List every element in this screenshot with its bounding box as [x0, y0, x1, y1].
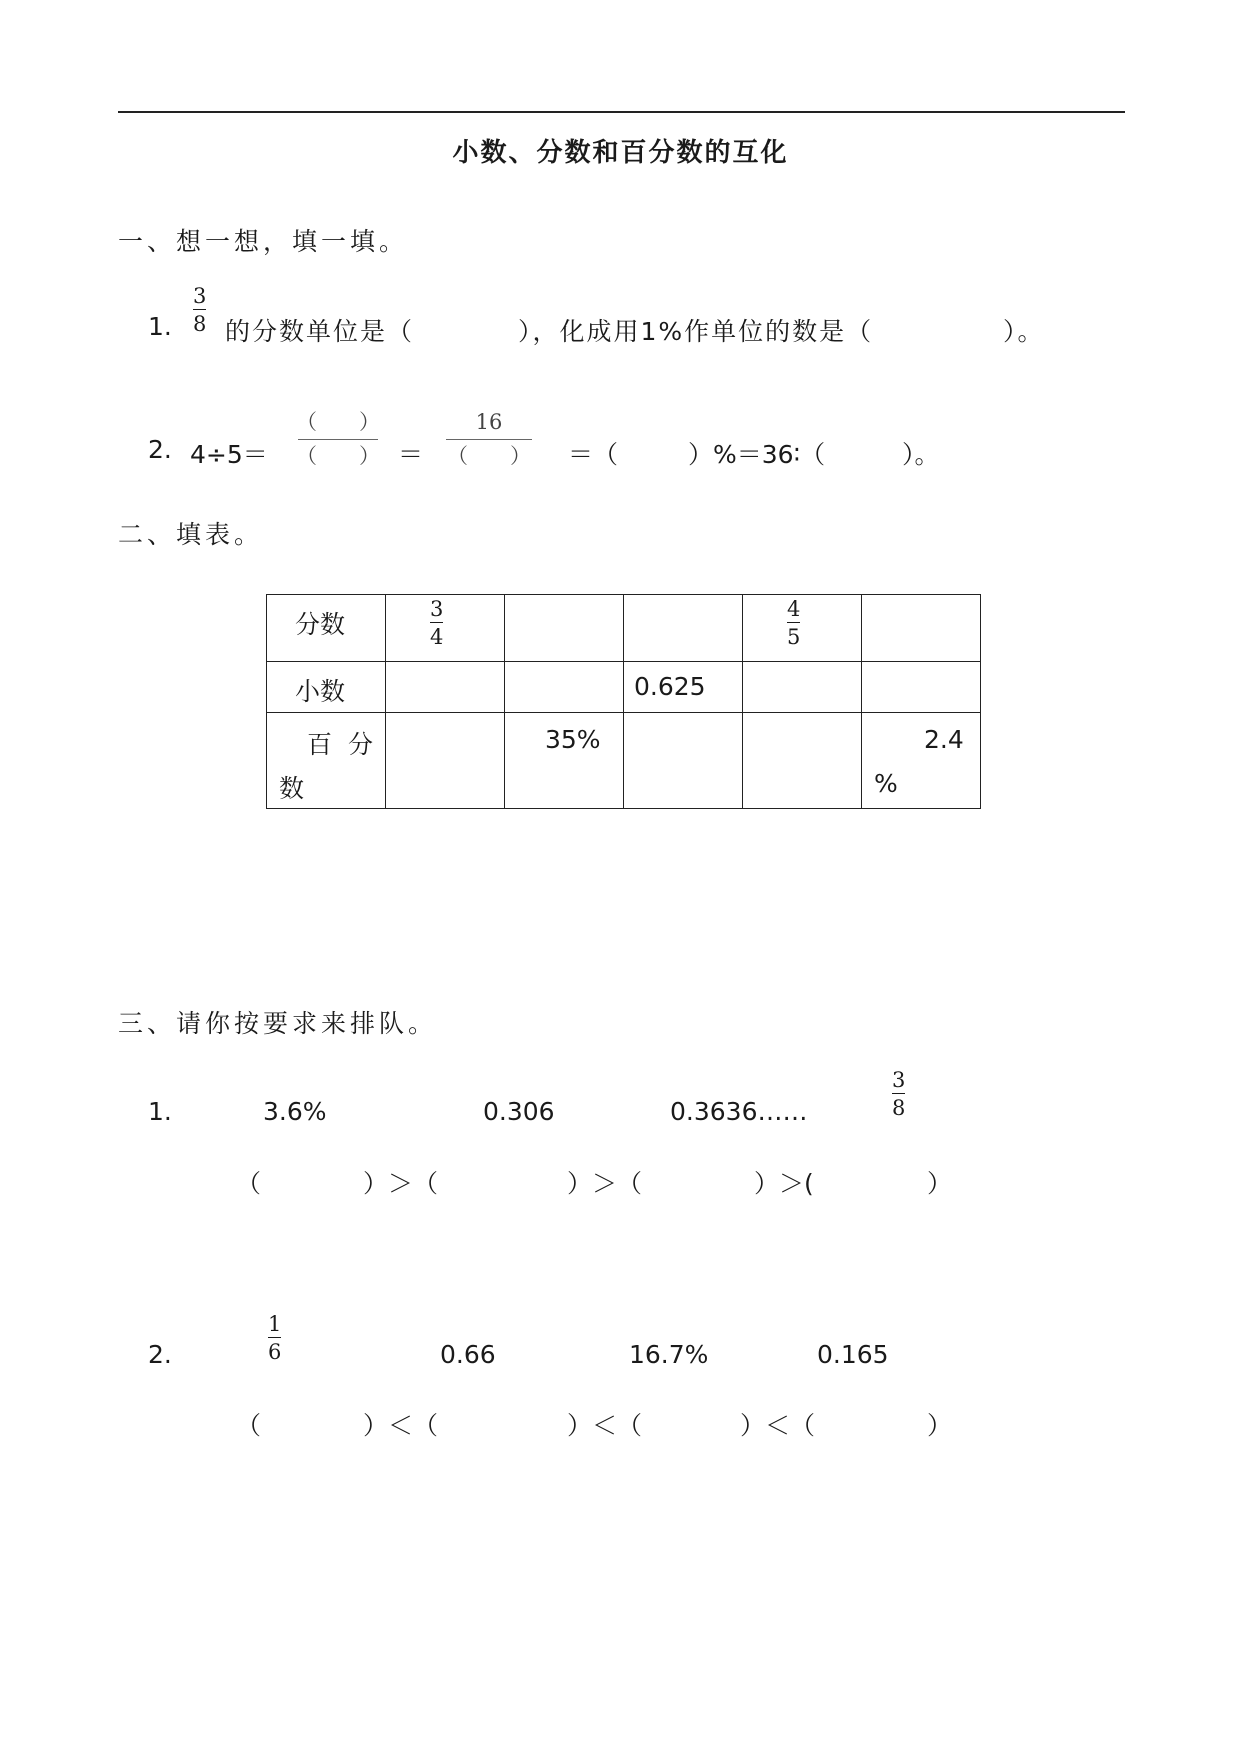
row-label-percent — [267, 713, 386, 809]
fraction-numerator: 3 — [892, 1068, 906, 1092]
table-cell[interactable] — [386, 662, 505, 713]
table-cell — [505, 713, 624, 809]
table-cell[interactable] — [505, 662, 624, 713]
fraction-numerator: 16 — [475, 410, 503, 434]
blank-denominator: （ ） — [296, 444, 380, 468]
order-paren: ）＜（ — [363, 1411, 439, 1440]
q1-text-a: 的分数单位是（ — [225, 317, 415, 346]
s3-q1-item: 0.3636…… — [670, 1097, 808, 1126]
s3-q2-number: 2. — [148, 1340, 172, 1369]
fraction-numerator: 1 — [268, 1312, 282, 1336]
q2-blank-fraction — [298, 412, 378, 467]
order-paren: （ — [236, 1169, 262, 1198]
q1-text-c: ）。 — [1003, 317, 1045, 346]
s3-q1-number: 1. — [148, 1097, 172, 1126]
q2-fraction-16 — [446, 412, 532, 467]
cell-value: 2.4 — [924, 725, 964, 754]
q2-tail-b: ）%＝36∶（ — [688, 440, 826, 469]
order-paren: ）＞（ — [567, 1169, 643, 1198]
table-cell[interactable] — [862, 595, 981, 662]
order-paren: ）＜（ — [740, 1411, 816, 1440]
s3-q2-item: 0.165 — [817, 1340, 889, 1369]
page-title: 小数、分数和百分数的互化 — [452, 138, 789, 168]
order-paren: ）＜（ — [567, 1411, 643, 1440]
cell-value: 0.625 — [634, 672, 706, 701]
table-cell[interactable] — [862, 662, 981, 713]
cell-value: 35% — [545, 725, 601, 754]
table-cell[interactable] — [624, 713, 743, 809]
s3-q2-fraction — [268, 1314, 281, 1363]
order-paren: （ — [236, 1411, 262, 1440]
section3-heading: 三、请你按要求来排队。 — [118, 1009, 438, 1038]
order-paren: ） — [927, 1411, 953, 1440]
fraction-numerator: 4 — [787, 597, 801, 621]
s3-q1-item: 0.306 — [483, 1097, 555, 1126]
fraction-bar — [298, 439, 378, 440]
cell-fraction — [430, 599, 443, 648]
table-cell — [743, 595, 862, 662]
row-label-text: 百 分 — [307, 730, 377, 759]
table-cell[interactable] — [505, 595, 624, 662]
conversion-table — [266, 594, 981, 809]
row-label-text: 分数 — [295, 610, 346, 639]
s3-q2-item: 16.7% — [629, 1340, 709, 1369]
blank-denominator: （ ） — [447, 444, 531, 468]
q2-tail-a: ＝（ — [568, 440, 619, 469]
order-paren: ）＞（ — [363, 1169, 439, 1198]
table-cell — [862, 713, 981, 809]
row-label-fraction — [267, 595, 386, 662]
q1-fraction-numerator: 3 — [193, 284, 207, 308]
fraction-bar — [446, 439, 532, 440]
s3-q2-item: 0.66 — [440, 1340, 496, 1369]
q2-tail-c: ）。 — [902, 440, 940, 469]
fraction-numerator: 3 — [430, 597, 444, 621]
row-label-text: 数 — [279, 774, 305, 803]
table-cell — [624, 662, 743, 713]
q1-fraction — [193, 286, 206, 335]
order-paren: ） — [927, 1169, 953, 1198]
fraction-denominator: 8 — [892, 1096, 906, 1120]
q1-text-b: ），化成用1%作单位的数是（ — [518, 317, 874, 346]
q1-number: 1. — [148, 312, 172, 341]
table-cell[interactable] — [743, 713, 862, 809]
section2-heading: 二、填表。 — [118, 520, 264, 549]
top-rule — [118, 111, 1125, 113]
table-cell[interactable] — [624, 595, 743, 662]
row-label-text: 小数 — [295, 677, 346, 706]
table-cell[interactable] — [386, 713, 505, 809]
fraction-denominator: 6 — [268, 1340, 282, 1364]
order-paren: ）＞( — [754, 1169, 814, 1198]
fraction-denominator: 5 — [787, 625, 801, 649]
section1-heading: 一、想一想，填一填。 — [118, 227, 409, 256]
table-cell — [386, 595, 505, 662]
s3-q1-item: 3.6% — [263, 1097, 327, 1126]
q2-lead: 4÷5＝ — [190, 440, 268, 469]
row-label-decimal — [267, 662, 386, 713]
q2-equals: ＝ — [398, 440, 424, 469]
table-cell[interactable] — [743, 662, 862, 713]
q1-fraction-denominator: 8 — [193, 312, 207, 336]
cell-fraction — [787, 599, 800, 648]
s3-q1-fraction — [892, 1070, 905, 1119]
fraction-denominator: 4 — [430, 625, 444, 649]
q2-number: 2. — [148, 435, 172, 464]
cell-value: % — [874, 769, 898, 798]
blank-numerator: （ ） — [296, 410, 380, 434]
